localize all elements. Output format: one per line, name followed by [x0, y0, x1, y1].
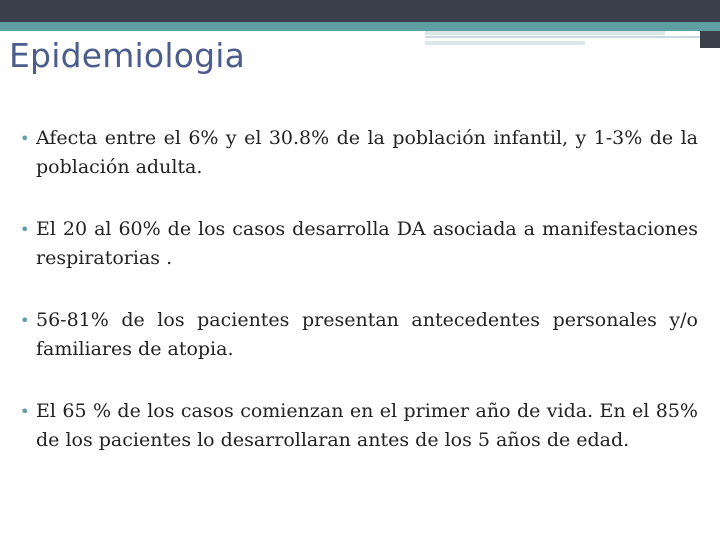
header-decor-line [425, 41, 585, 45]
header-band-dark [0, 0, 720, 22]
bullet-list [20, 124, 698, 488]
bullet-icon: • [20, 220, 30, 239]
header-corner-accent [700, 22, 720, 31]
slide-title: Epidemiologia [9, 36, 246, 75]
bullet-item [20, 124, 698, 182]
bullet-item [20, 306, 698, 364]
bullet-text: 56-81% de los pacientes presentan antecedentes personales y/o familiares de atopia. [36, 309, 698, 360]
header-decor-line [425, 31, 665, 35]
bullet-icon: • [20, 402, 30, 421]
header-decor-line [425, 36, 720, 38]
bullet-icon: • [20, 311, 30, 330]
bullet-text: Afecta entre el 6% y el 30.8% de la población infantil, y 1-3% de la población adulta. [36, 127, 698, 178]
bullet-item [20, 397, 698, 455]
header-band-accent [0, 22, 720, 31]
bullet-text: El 20 al 60% de los casos desarrolla DA asociada a manifestaciones respiratorias . [36, 218, 698, 269]
bullet-item [20, 215, 698, 273]
bullet-icon: • [20, 129, 30, 148]
bullet-text: El 65 % de los casos comienzan en el primer año de vida. En el 85% de los pacientes lo desarrollaran antes de los 5 años de edad. [36, 400, 698, 451]
